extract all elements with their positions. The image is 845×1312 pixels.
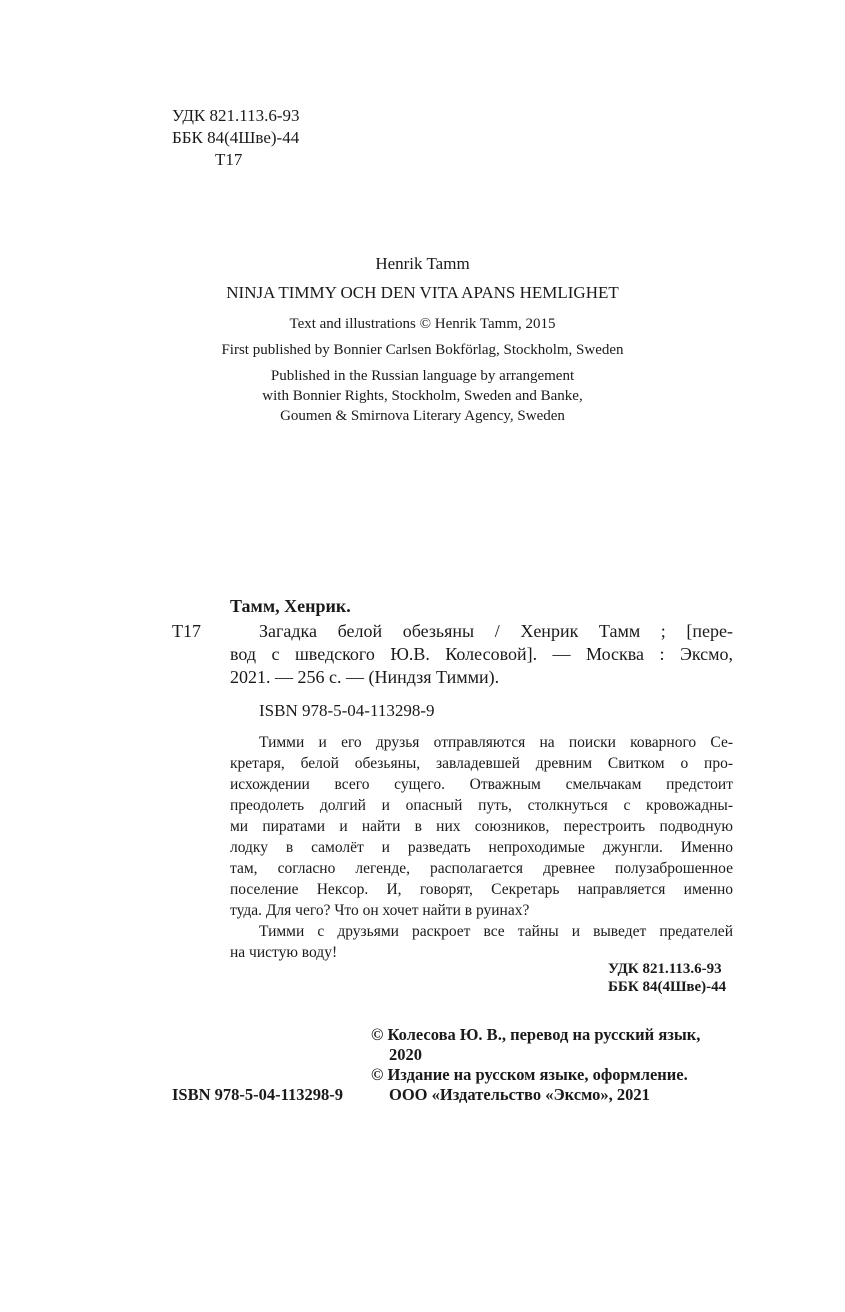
- record-desc-line-3: 2021. — 256 с. — (Ниндзя Тимми).: [230, 667, 500, 687]
- bbk-code-bottom: ББК 84(4Шве)-44: [608, 979, 727, 995]
- arrangement-line-2: with Bonnier Rights, Stockholm, Sweden and Banke,: [262, 388, 583, 404]
- annotation-para2-line-1: Тимми с друзьями раскроет все тайны и выведет предателей: [259, 923, 733, 940]
- original-title: NINJA TIMMY OCH DEN VITA APANS HEMLIGHET: [226, 283, 619, 302]
- record-mark: Т17: [172, 621, 201, 641]
- annotation-para2-line-2: на чистую воду!: [230, 944, 338, 961]
- annotation-line-4: преодолеть долгий и опасный путь, столкнуться с кровожадны-: [230, 797, 733, 814]
- annotation-line-1: Тимми и его друзья отправляются на поиски коварного Се-: [259, 734, 733, 751]
- arrangement-line-3: Goumen & Smirnova Literary Agency, Sweden: [280, 408, 565, 424]
- annotation-line-3: исхождении всего сущего. Отважным смельчакам предстоит: [230, 776, 733, 793]
- original-author: Henrik Tamm: [375, 254, 470, 273]
- first-published-line: First published by Bonnier Carlsen Bokförlag, Stockholm, Sweden: [221, 342, 624, 358]
- copyright-line: Text and illustrations © Henrik Tamm, 2015: [289, 316, 556, 332]
- record-desc-line-2: вод с шведского Ю.В. Колесовой]. — Москва : Эксмо,: [230, 644, 733, 664]
- record-heading: Тамм, Хенрик.: [230, 596, 351, 616]
- annotation-line-9: туда. Для чего? Что он хочет найти в руинах?: [230, 902, 530, 919]
- udk-code: УДК 821.113.6-93: [172, 106, 300, 125]
- annotation-line-7: там, согласно легенде, располагается древнее полузаброшенное: [230, 860, 733, 877]
- copyright-translation-line-1: © Колесова Ю. В., перевод на русский язык,: [371, 1025, 701, 1044]
- annotation-line-8: поселение Нексор. И, говорят, Секретарь направляется именно: [230, 881, 733, 898]
- udk-code-bottom: УДК 821.113.6-93: [608, 961, 722, 977]
- bbk-code: ББК 84(4Шве)-44: [172, 128, 300, 147]
- copyright-translation-line-2: 2020: [389, 1045, 422, 1064]
- record-isbn: ISBN 978-5-04-113298-9: [259, 701, 435, 720]
- copyright-edition-line-1: © Издание на русском языке, оформление.: [371, 1065, 688, 1084]
- annotation-line-5: ми пиратами и найти в них союзников, перестроить подводную: [230, 818, 733, 835]
- author-mark: Т17: [215, 150, 243, 169]
- copyright-edition-line-2: ООО «Издательство «Эксмо», 2021: [389, 1085, 650, 1104]
- annotation-line-6: лодку в самолёт и разведать непроходимые джунгли. Именно: [230, 839, 733, 856]
- record-desc-line-1: Загадка белой обезьяны / Хенрик Тамм ; [пере-: [259, 621, 733, 641]
- isbn-bottom: ISBN 978-5-04-113298-9: [172, 1085, 343, 1104]
- arrangement-line-1: Published in the Russian language by arrangement: [270, 368, 575, 384]
- annotation-line-2: кретаря, белой обезьяны, завладевшей древним Свитком о про-: [230, 755, 733, 772]
